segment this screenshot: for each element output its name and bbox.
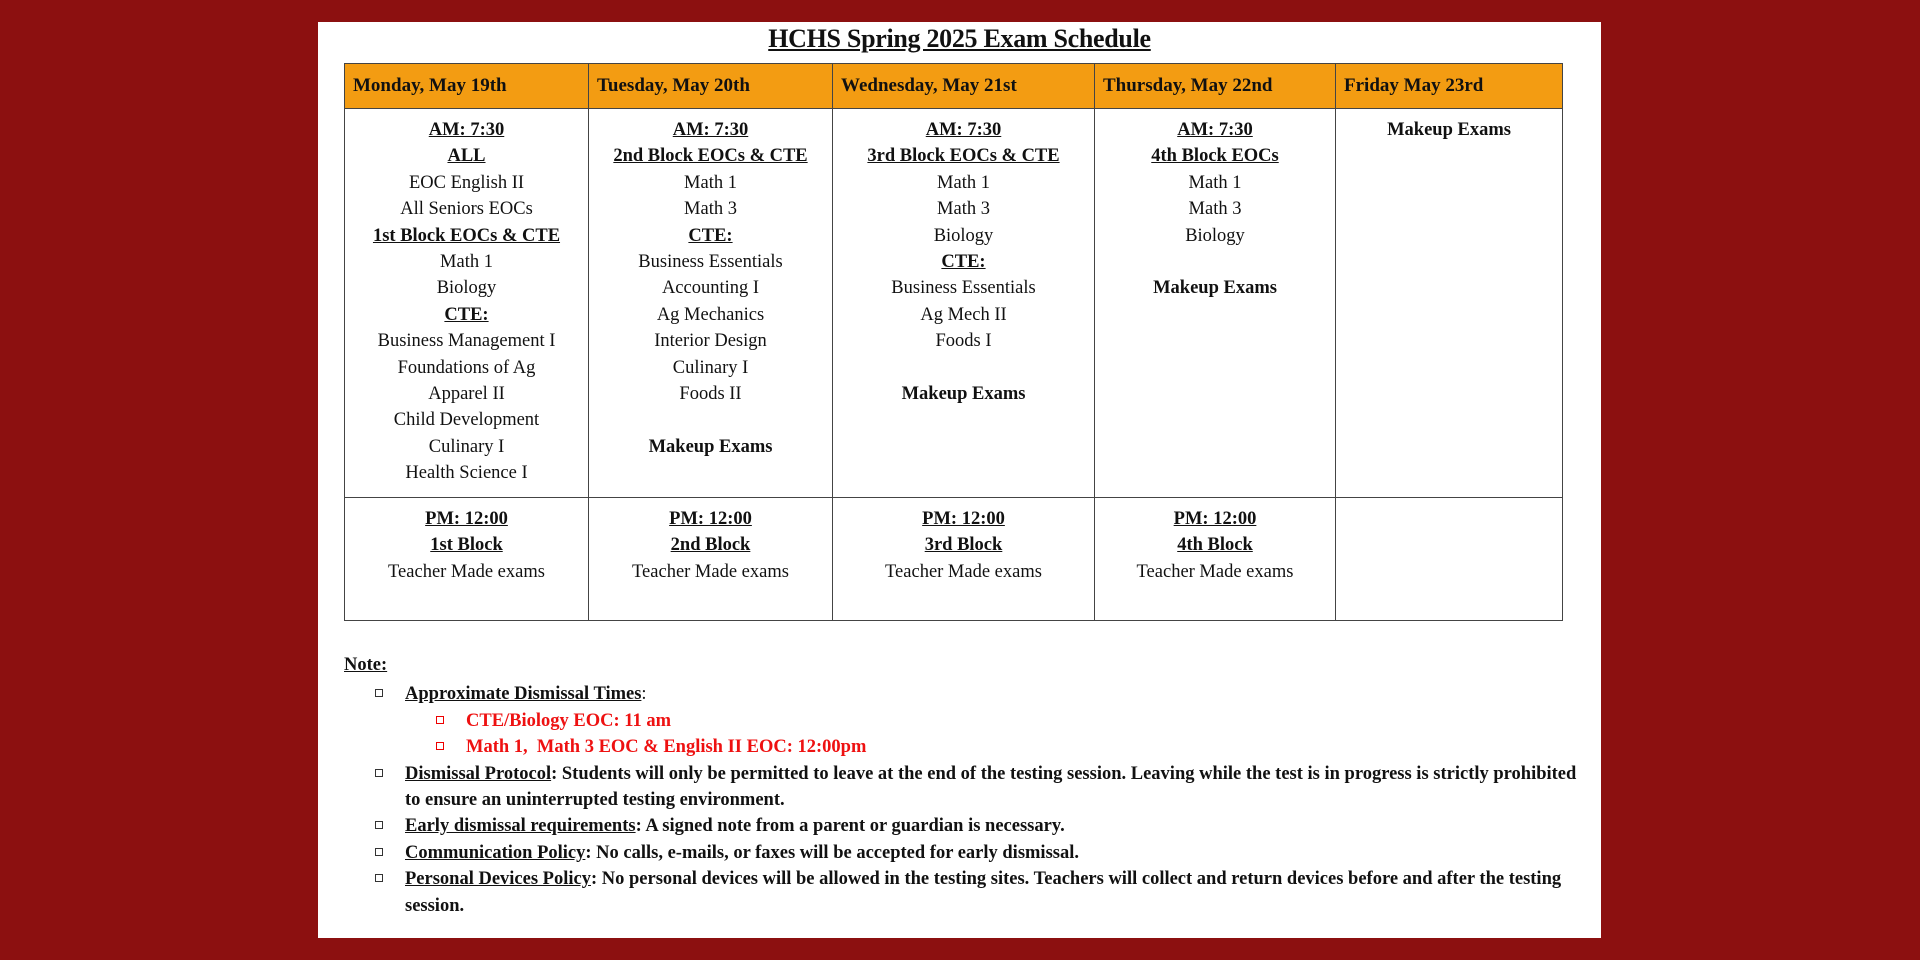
cte-label: CTE: [941, 252, 986, 273]
note-item [344, 840, 1579, 866]
exam-item: Ag Mechanics [656, 304, 765, 325]
block-label: 1st Block [430, 535, 503, 556]
makeup-exams-label: Makeup Exams [648, 436, 773, 457]
note-label: Dismissal Protocol [405, 763, 552, 784]
pm-time: PM: 12:00 [922, 509, 1005, 529]
note-text: : A signed note from a parent or guardian is necessary. [635, 816, 1065, 837]
am-time: AM: 7:30 [672, 120, 749, 140]
square-bullet-icon [375, 848, 383, 856]
note-separator: : [641, 684, 647, 705]
note-text: : No personal devices will be allowed in the testing sites. Teachers will collect and return devices before and after the testing session. [405, 869, 1562, 916]
makeup-exams-label: Makeup Exams [1387, 120, 1511, 140]
square-bullet-icon [375, 689, 383, 697]
am-time: AM: 7:30 [1177, 120, 1253, 140]
note-text: : No calls, e-mails, or faxes will be accepted for early dismissal. [585, 842, 1079, 863]
tuesday-am-cell [589, 109, 833, 498]
exam-item: Foods II [679, 384, 742, 405]
exam-item: Business Management I [377, 331, 556, 352]
am-time: AM: 7:30 [428, 120, 505, 140]
wednesday-am-cell [833, 109, 1095, 498]
pm-time: PM: 12:00 [1173, 509, 1257, 529]
note-item [344, 761, 1579, 814]
day-header-friday: Friday May 23rd [1336, 64, 1563, 109]
square-bullet-icon [436, 742, 444, 750]
block-label: 2nd Block EOCs & CTE [613, 146, 808, 167]
exam-item: Teacher Made exams [885, 561, 1042, 582]
day-header-row [345, 64, 1563, 109]
block-label: 3rd Block [924, 535, 1003, 556]
exam-item: Foundations of Ag [397, 357, 536, 378]
exam-item: Math 3 [937, 199, 990, 220]
exam-item: Teacher Made exams [1136, 561, 1294, 582]
note-heading: Note: [344, 655, 388, 675]
monday-am-cell [345, 109, 589, 498]
block-label: 1st Block EOCs & CTE [372, 225, 561, 246]
exam-item: Biology [933, 225, 994, 246]
cte-label: CTE: [688, 225, 733, 246]
day-header-thursday: Thursday, May 22nd [1095, 64, 1336, 109]
exam-item: Math 1 [1188, 172, 1242, 193]
thursday-pm-cell [1095, 498, 1336, 621]
exam-item: Math 1 [937, 172, 990, 193]
note-label: Personal Devices Policy [405, 869, 591, 890]
block-label: 3rd Block EOCs & CTE [867, 146, 1060, 167]
square-bullet-icon [375, 874, 383, 882]
note-subitem [344, 708, 1579, 734]
cte-label: CTE: [444, 304, 489, 325]
document-title: HCHS Spring 2025 Exam Schedule [768, 24, 1151, 53]
exam-item: Health Science I [405, 463, 528, 484]
wednesday-pm-cell [833, 498, 1095, 621]
exam-item: Math 1 [684, 172, 737, 193]
note-label: Approximate Dismissal Times [405, 684, 642, 705]
exam-item: Biology [1185, 225, 1245, 246]
exam-item: Foods I [935, 331, 992, 352]
all-label: ALL [447, 146, 486, 167]
am-session-row [345, 109, 1563, 498]
exam-item: All Seniors EOCs [400, 199, 533, 220]
notes-section [344, 652, 1579, 919]
am-time: AM: 7:30 [925, 120, 1002, 140]
exam-item: Culinary I [672, 357, 749, 378]
spacer [1099, 249, 1331, 275]
exam-item: Math 3 [1188, 199, 1242, 220]
friday-pm-cell [1336, 498, 1563, 621]
dismissal-time: Math 1, Math 3 EOC & English II EOC: 12:00pm [466, 737, 867, 758]
exam-item: Interior Design [654, 331, 767, 352]
exam-item: Apparel II [428, 384, 505, 405]
day-header-tuesday: Tuesday, May 20th [589, 64, 833, 109]
square-bullet-icon [436, 716, 444, 724]
note-label: Communication Policy [405, 842, 586, 863]
day-header-monday: Monday, May 19th [345, 64, 589, 109]
exam-item: Teacher Made exams [632, 561, 789, 582]
monday-pm-cell [345, 498, 589, 621]
exam-item: Math 3 [684, 199, 737, 220]
exam-item: Child Development [393, 410, 540, 431]
block-label: 4th Block [1177, 535, 1253, 556]
note-item [344, 866, 1579, 919]
tuesday-pm-cell [589, 498, 833, 621]
exam-schedule-table [344, 63, 1563, 621]
makeup-exams-label: Makeup Exams [1153, 278, 1277, 299]
spacer [593, 407, 828, 433]
dismissal-time: CTE/Biology EOC: 11 am [466, 710, 672, 731]
spacer [837, 355, 1090, 381]
thursday-am-cell [1095, 109, 1336, 498]
block-label: 4th Block EOCs [1151, 146, 1279, 167]
note-item [344, 681, 1579, 707]
square-bullet-icon [375, 821, 383, 829]
note-item [344, 813, 1579, 839]
exam-item: Culinary I [428, 436, 505, 457]
schedule-document [318, 22, 1601, 938]
note-text: : Students will only be permitted to leave at the end of the testing session. Leaving while the test is in progress is strictly prohibited to ensure an uninterrupted testing environment. [405, 763, 1577, 811]
pm-time: PM: 12:00 [425, 509, 508, 529]
exam-item: Math 1 [440, 252, 493, 273]
exam-item: Accounting I [661, 278, 760, 299]
pm-session-row [345, 498, 1563, 621]
exam-item: Teacher Made exams [388, 561, 545, 582]
note-label: Early dismissal requirements [405, 816, 636, 837]
exam-item: Business Essentials [891, 278, 1036, 299]
friday-am-cell [1336, 109, 1563, 498]
exam-item: Business Essentials [638, 252, 783, 273]
note-subitem [344, 734, 1579, 760]
exam-item: Biology [436, 278, 497, 299]
day-header-wednesday: Wednesday, May 21st [833, 64, 1095, 109]
square-bullet-icon [375, 769, 383, 777]
exam-item: Ag Mech II [920, 304, 1007, 325]
pm-time: PM: 12:00 [669, 509, 752, 529]
block-label: 2nd Block [670, 535, 751, 556]
exam-item: EOC English II [408, 172, 525, 193]
makeup-exams-label: Makeup Exams [901, 384, 1026, 405]
